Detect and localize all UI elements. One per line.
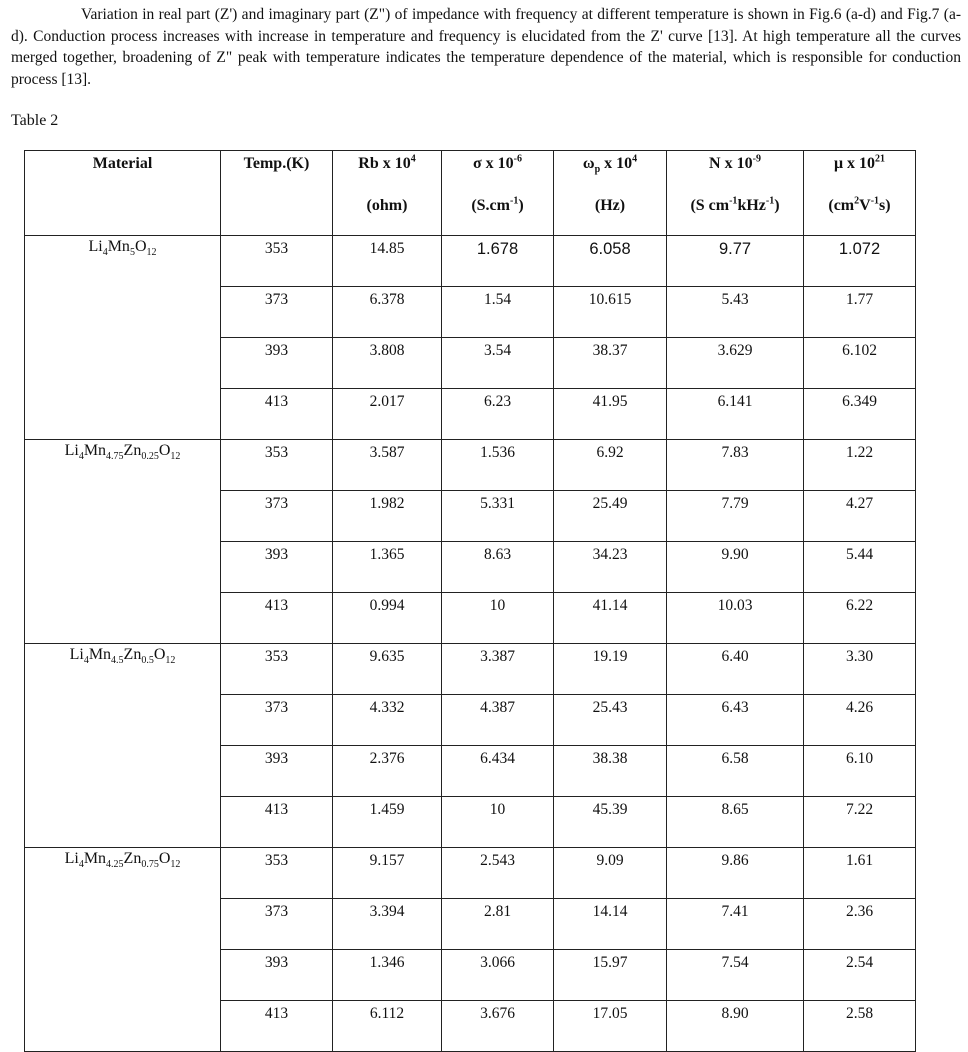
- cell-mu: 1.22: [804, 440, 916, 491]
- cell-omega: 25.43: [554, 695, 667, 746]
- cell-rb: 1.459: [333, 797, 442, 848]
- cell-temp: 373: [221, 695, 333, 746]
- cell-n: 6.58: [667, 746, 804, 797]
- cell-sigma: 2.81: [442, 899, 554, 950]
- cell-n: 10.03: [667, 593, 804, 644]
- cell-n: 9.86: [667, 848, 804, 899]
- material-name: $Li_4Mn_{4.75}Zn_{0.25}O_{12}$: [25, 440, 221, 644]
- cell-rb: 3.587: [333, 440, 442, 491]
- cell-omega: 38.38: [554, 746, 667, 797]
- cell-omega: 15.97: [554, 950, 667, 1001]
- cell-n: 6.141: [667, 389, 804, 440]
- cell-sigma: 4.387: [442, 695, 554, 746]
- cell-mu: 3.30: [804, 644, 916, 695]
- table-row: [25, 848, 916, 899]
- cell-omega: 25.49: [554, 491, 667, 542]
- cell-rb: 6.378: [333, 287, 442, 338]
- cell-temp: 353: [221, 848, 333, 899]
- cell-mu: 2.58: [804, 1001, 916, 1052]
- cell-rb: 1.346: [333, 950, 442, 1001]
- cell-sigma: 1.678: [442, 236, 554, 287]
- cell-temp: 413: [221, 797, 333, 848]
- material-name: $Li_4Mn_{4.5}Zn_{0.5}O_{12}$: [25, 644, 221, 848]
- cell-rb: 2.017: [333, 389, 442, 440]
- cell-mu: 5.44: [804, 542, 916, 593]
- body-paragraph: Variation in real part (Z') and imaginary part (Z") of impedance with frequency at different temperature is shown in Fig.6 (a-d) and Fig.7 (a-d). Conduction process increases with increase in temperature and frequency is elucidated from the Z' curve [13]. At high temperature all the curves merged together, broadening of Z" peak with temperature indicates the temperature dependence of the material, which is responsible for conduction process [13].: [11, 6, 961, 88]
- header-rb: Rb x $10^4$ (ohm): [333, 151, 442, 236]
- table-row: [25, 236, 916, 287]
- cell-sigma: 6.434: [442, 746, 554, 797]
- table-row: [25, 440, 916, 491]
- cell-omega: 17.05: [554, 1001, 667, 1052]
- cell-omega: 6.058: [554, 236, 667, 287]
- cell-mu: 6.102: [804, 338, 916, 389]
- cell-mu: 4.26: [804, 695, 916, 746]
- cell-sigma: 1.536: [442, 440, 554, 491]
- cell-n: 5.43: [667, 287, 804, 338]
- cell-sigma: 1.54: [442, 287, 554, 338]
- cell-sigma: 3.066: [442, 950, 554, 1001]
- cell-mu: 2.36: [804, 899, 916, 950]
- cell-temp: 353: [221, 644, 333, 695]
- cell-rb: 1.365: [333, 542, 442, 593]
- cell-n: 8.90: [667, 1001, 804, 1052]
- cell-mu: 1.77: [804, 287, 916, 338]
- cell-temp: 413: [221, 389, 333, 440]
- cell-n: 7.83: [667, 440, 804, 491]
- header-temp: Temp.(K): [221, 151, 333, 236]
- cell-temp: 393: [221, 950, 333, 1001]
- cell-mu: 2.54: [804, 950, 916, 1001]
- cell-sigma: 6.23: [442, 389, 554, 440]
- cell-rb: 2.376: [333, 746, 442, 797]
- cell-omega: 9.09: [554, 848, 667, 899]
- header-mu: μ x $10^{21}$ $(cm^2V^{-1}s)$: [804, 151, 916, 236]
- cell-rb: 4.332: [333, 695, 442, 746]
- cell-mu: 6.10: [804, 746, 916, 797]
- cell-rb: 9.635: [333, 644, 442, 695]
- cell-n: 6.40: [667, 644, 804, 695]
- cell-mu: 7.22: [804, 797, 916, 848]
- cell-sigma: 10: [442, 797, 554, 848]
- cell-sigma: 8.63: [442, 542, 554, 593]
- cell-temp: 413: [221, 593, 333, 644]
- cell-temp: 353: [221, 236, 333, 287]
- cell-temp: 393: [221, 542, 333, 593]
- cell-sigma: 3.387: [442, 644, 554, 695]
- cell-n: 6.43: [667, 695, 804, 746]
- cell-mu: 4.27: [804, 491, 916, 542]
- cell-omega: 14.14: [554, 899, 667, 950]
- cell-sigma: 10: [442, 593, 554, 644]
- cell-omega: 6.92: [554, 440, 667, 491]
- cell-mu: 6.349: [804, 389, 916, 440]
- header-omega: $\omega_p$ x $10^4$ (Hz): [554, 151, 667, 236]
- cell-rb: 3.808: [333, 338, 442, 389]
- cell-n: 7.54: [667, 950, 804, 1001]
- table-row: [25, 644, 916, 695]
- cell-omega: 41.95: [554, 389, 667, 440]
- cell-rb: 6.112: [333, 1001, 442, 1052]
- cell-n: 7.79: [667, 491, 804, 542]
- data-table: [24, 150, 916, 1052]
- header-material: Material: [25, 151, 221, 236]
- cell-temp: 353: [221, 440, 333, 491]
- cell-n: 3.629: [667, 338, 804, 389]
- header-n: N x $10^{-9}$ (S $cm^{-1}kHz^{-1}$): [667, 151, 804, 236]
- cell-omega: 41.14: [554, 593, 667, 644]
- cell-sigma: 3.676: [442, 1001, 554, 1052]
- cell-temp: 413: [221, 1001, 333, 1052]
- cell-sigma: 2.543: [442, 848, 554, 899]
- cell-rb: 0.994: [333, 593, 442, 644]
- cell-temp: 393: [221, 338, 333, 389]
- cell-rb: 3.394: [333, 899, 442, 950]
- cell-mu: 1.072: [804, 236, 916, 287]
- cell-rb: 1.982: [333, 491, 442, 542]
- cell-temp: 373: [221, 899, 333, 950]
- cell-omega: 38.37: [554, 338, 667, 389]
- cell-omega: 10.615: [554, 287, 667, 338]
- table-caption: Table 2: [11, 112, 59, 129]
- cell-rb: 9.157: [333, 848, 442, 899]
- cell-omega: 45.39: [554, 797, 667, 848]
- cell-n: 9.77: [667, 236, 804, 287]
- cell-n: 8.65: [667, 797, 804, 848]
- cell-temp: 373: [221, 491, 333, 542]
- header-row: [25, 151, 916, 236]
- cell-mu: 1.61: [804, 848, 916, 899]
- cell-omega: 19.19: [554, 644, 667, 695]
- cell-sigma: 5.331: [442, 491, 554, 542]
- cell-temp: 393: [221, 746, 333, 797]
- header-sigma: σ x $10^{-6}$ $(S.cm^{-1})$: [442, 151, 554, 236]
- cell-temp: 373: [221, 287, 333, 338]
- cell-sigma: 3.54: [442, 338, 554, 389]
- cell-rb: 14.85: [333, 236, 442, 287]
- cell-n: 9.90: [667, 542, 804, 593]
- material-name: $Li_4Mn_{4.25}Zn_{0.75}O_{12}$: [25, 848, 221, 1052]
- cell-n: 7.41: [667, 899, 804, 950]
- cell-mu: 6.22: [804, 593, 916, 644]
- cell-omega: 34.23: [554, 542, 667, 593]
- material-name: $Li_4Mn_5O_{12}$: [25, 236, 221, 440]
